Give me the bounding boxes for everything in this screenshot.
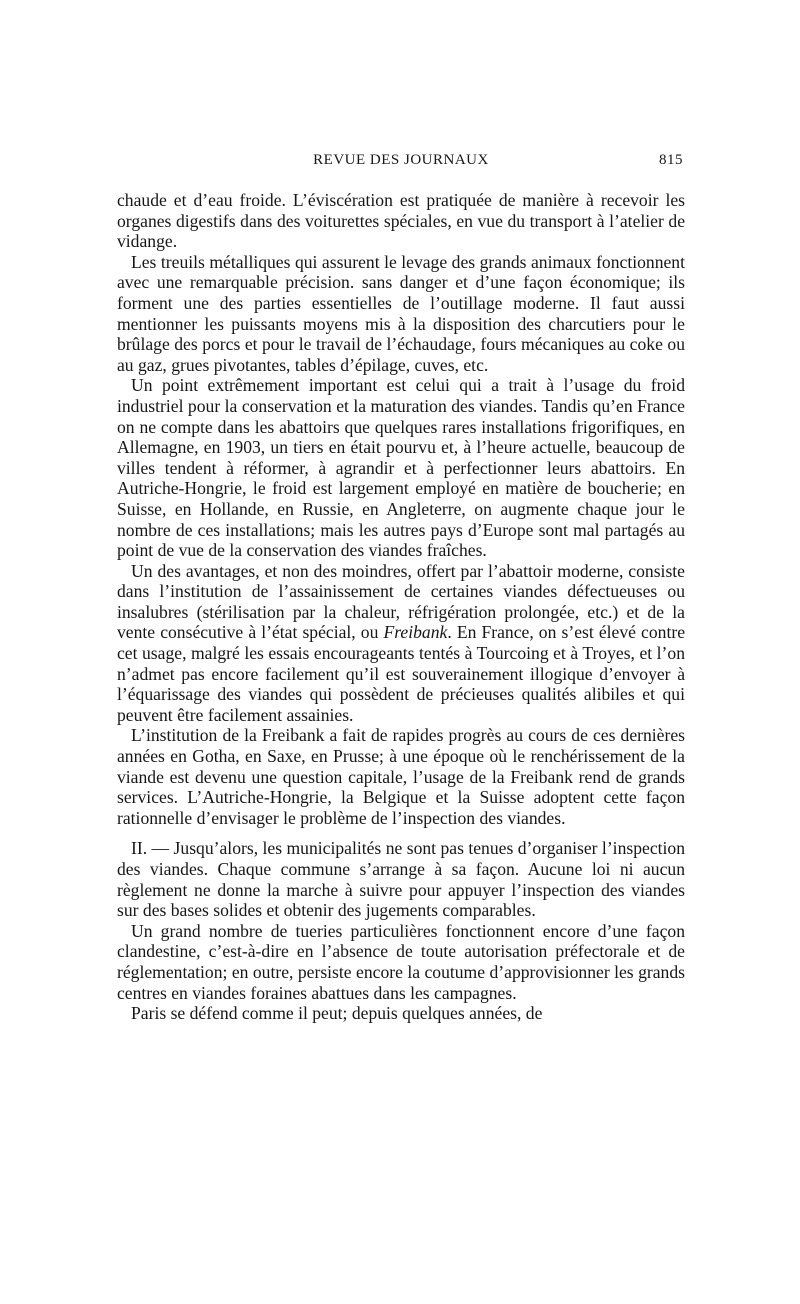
paragraph-5: L’institution de la Freibank a fait de rapides progrès au cours de ces dernières années en Gotha, en Saxe, en Prusse; à une époque où le renchérissement de la viande est devenu une question capitale, l’usage de la Freibank rend de grands services. L’Autriche-Hongrie, la Belgique et la Suisse adoptent cette façon rationnelle d’envisager le problème de l’inspection des viandes.	[117, 725, 685, 828]
paragraph-1: chaude et d’eau froide. L’éviscération est pratiquée de manière à recevoir les organes digestifs dans des voiturettes spéciales, en vue du transport à l’atelier de vidange.	[117, 190, 685, 252]
body-text	[117, 190, 685, 1024]
running-title: REVUE DES JOURNAUX	[313, 152, 489, 168]
page-number: 815	[659, 152, 683, 168]
paragraph-6: II. — Jusqu’alors, les municipalités ne sont pas tenues d’organiser l’inspection des viandes. Chaque commune s’arrange à sa façon. Aucune loi ni aucun règlement ne donne la marche à suivre pour appuyer l’inspection des viandes sur des bases solides et obtenir des jugements comparables.	[117, 838, 685, 921]
paragraph-4-text-before: Un des avantages, et non des moindres, offert par l’abattoir moderne, consiste dans l’institution de l’assainissement de certaines viandes défectueuses ou insalubres (stérilisation par la chaleur, réfrigération prolongée, etc.) et de la vente consécutive à l’état spécial, ou	[117, 560, 685, 643]
book-page	[117, 150, 685, 1024]
paragraph-4	[117, 561, 685, 726]
page-header	[117, 150, 685, 176]
paragraph-7: Un grand nombre de tueries particulières fonctionnent encore d’une façon clandestine, c’est-à-dire en l’absence de toute autorisation préfectorale et de réglementation; en outre, persiste encore la coutume d’approvisionner les grands centres en viandes foraines abattues dans les campagnes.	[117, 920, 685, 1003]
paragraph-3: Un point extrêmement important est celui qui a trait à l’usage du froid industriel pour la conservation et la maturation des viandes. Tandis qu’en France on ne compte dans les abattoirs que quelques rares installations frigorifiques, en Allemagne, en 1903, un tiers en était pourvu et, à l’heure actuelle, beaucoup de villes tendent à réformer, à agrandir et à perfectionner leurs abattoirs. En Autriche-Hongrie, le froid est largement employé en matière de boucherie; en Suisse, en Hollande, en Russie, en Angleterre, on augmente chaque jour le nombre de ces installations; mais les autres pays d’Europe sont mal partagés au point de vue de la conservation des viandes fraîches.	[117, 375, 685, 561]
paragraph-8: Paris se défend comme il peut; depuis quelques années, de	[131, 1003, 543, 1024]
freibank-italic-term: Freibank	[383, 622, 448, 643]
paragraph-4-text-after: . En France, on s’est élevé contre cet usage, malgré les essais encourageants tentés à Tourcoing et à Troyes, et l’on n’admet pas encore facilement qu’il est souverainement illogique d’envoyer à l’équarissage des viandes qui possèdent de précieuses qualités alibiles et qui peuvent être facilement assainies.	[117, 622, 685, 725]
paragraph-2: Les treuils métalliques qui assurent le levage des grands animaux fonctionnent avec une remarquable précision. sans danger et d’une façon économique; ils forment une des parties essentielles de l’outillage moderne. Il faut aussi mentionner les puissants moyens mis à la disposition des charcutiers pour le brûlage des porcs et pour le travail de l’échaudage, fours mécaniques au coke ou au gaz, grues pivotantes, tables d’épilage, cuves, etc.	[117, 251, 685, 375]
